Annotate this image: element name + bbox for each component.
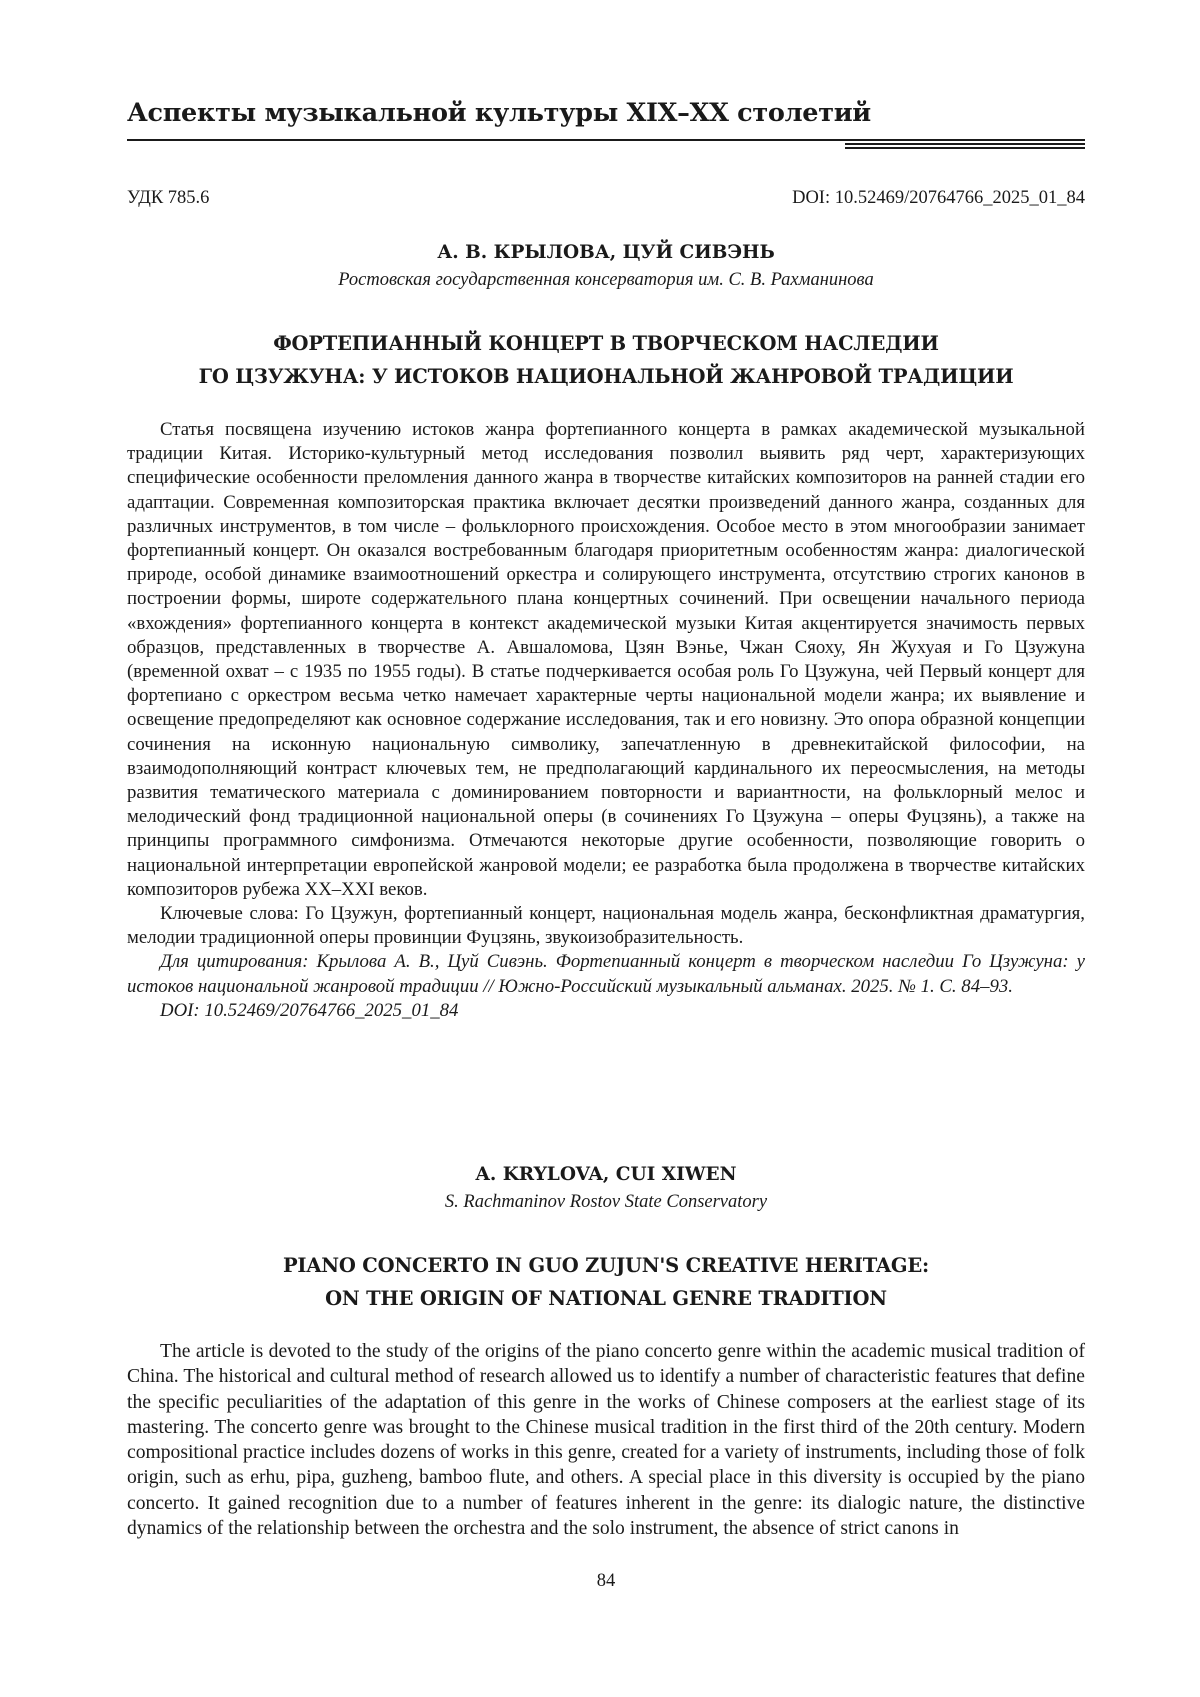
header-rule-line bbox=[845, 147, 1085, 149]
ru-authors: А. В. КРЫЛОВА, ЦУЙ СИВЭНЬ bbox=[437, 242, 775, 263]
en-title-line: PIANO CONCERTO IN GUO ZUJUN'S CREATIVE HERITAGE: bbox=[282, 1254, 930, 1277]
ru-citation: Для цитирования: Крылова А. В., Цуй Сивэнь. Фортепианный концерт в творческом наследии Го Цзужуна: у истоков национальной жанровой традиции // Южно-Российский музыкальный альманах. 2025. № 1. С. 84–93. bbox=[127, 951, 1085, 997]
ru-abstract-block bbox=[127, 418, 1085, 1023]
en-title-line: ON THE ORIGIN OF NATIONAL GENRE TRADITION bbox=[325, 1287, 887, 1310]
ru-affiliation: Ростовская государственная консерватория им. С. В. Рахманинова bbox=[338, 270, 874, 290]
ru-abstract: Статья посвящена изучению истоков жанра фортепианного концерта в рамках академической музыкальной традиции Китая. Историко-культурный метод исследования позволил выявить ряд черт, характеризующих специфические особенности преломления данного жанра в творчестве китайских композиторов на ранней стадии его адаптации. Современная композиторская практика включает десятки произведений данного жанра, созданных для различных инструментов, в том числе – фольклорного происхождения. Особое место в этом многообразии занимает фортепианный концерт. Он оказался востребованным благодаря приоритетным особенностям жанра: диалогической природе, особой динамике взаимоотношений оркестра и солирующего инструмента, отсутствию строгих канонов в построении формы, широте содержательного плана концертных сочинений. При освещении начального периода «вхождения» фортепианного концерта в контекст академической музыки Китая акцентируется значимость первых образцов, представленных в творчестве А. Авшаломова, Цзян Вэнье, Чжан Сяоху, Ян Жухуая и Го Цзужуна (временной охват – с 1935 по 1955 годы). В статье подчеркивается особая роль Го Цзужуна, чей Первый концерт для фортепиано с оркестром весьма четко намечает характерные черты национальной модели жанра; их выявление и освещение предопределяют как основное содержание исследования, так и его новизну. Это опора образной концепции сочинения на исконную национальную символику, запечатленную в древнекитайской философии, на взаимодополняющий контраст ключевых тем, не предполагающий кардинального их переосмысления, на методы развития тематического материала с доминированием повторности и вариантности, на фольклорный мелос и мелодический фонд традиционной национальной оперы (в сочинениях Го Цзужуна – оперы Фуцзянь), а также на принципы программного симфонизма. Отмечаются некоторые другие особенности, позволяющие говорить о национальной интерпретации европейской жанровой модели; ее разработка была продолжена в творчестве китайских композиторов рубежа XX–XXI веков. bbox=[127, 419, 1085, 900]
doi-header: DOI: 10.52469/20764766_2025_01_84 bbox=[792, 188, 1085, 208]
en-abstract: The article is devoted to the study of the origins of the piano concerto genre within the academic musical tradition of China. The historical and cultural method of research allowed us to identify a number of characteristic features that define the specific peculiarities of the adaptation of this genre in the works of Chinese composers at the earliest stage of its mastering. The concerto genre was brought to the Chinese musical tradition in the first third of the 20th century. Modern compositional practice includes dozens of works in this genre, created for a variety of instruments, including those of folk origin, such as erhu, pipa, guzheng, bamboo flute, and others. A special place in this diversity is occupied by the piano concerto. It gained recognition due to a number of features inherent in the genre: its dialogic nature, the distinctive dynamics of the relationship between the orchestra and the solo instrument, the absence of strict canons in bbox=[127, 1341, 1085, 1540]
en-title bbox=[127, 1249, 1085, 1315]
ru-doi: DOI: 10.52469/20764766_2025_01_84 bbox=[160, 999, 459, 1021]
en-authors: A. KRYLOVA, CUI XIWEN bbox=[475, 1164, 737, 1185]
ru-title bbox=[127, 327, 1085, 393]
ru-title-line: ГО ЦЗУЖУНА: У ИСТОКОВ НАЦИОНАЛЬНОЙ ЖАНРОВОЙ ТРАДИЦИИ bbox=[198, 365, 1014, 388]
en-affiliation: S. Rachmaninov Rostov State Conservatory bbox=[444, 1192, 768, 1212]
ru-keywords: Ключевые слова: Го Цзужун, фортепианный концерт, национальная модель жанра, бесконфликтная драматургия, мелодии традиционной оперы провинции Фуцзянь, звукоизобразительность. bbox=[127, 903, 1085, 949]
udk-code: УДК 785.6 bbox=[127, 188, 210, 208]
header-rule-line bbox=[127, 139, 1085, 141]
running-header-title: Аспекты музыкальной культуры XIX–XX столетий bbox=[127, 98, 871, 128]
meta-row bbox=[127, 188, 1085, 212]
header-rule bbox=[127, 139, 1085, 151]
header-rule-line bbox=[845, 143, 1085, 145]
page-number: 84 bbox=[596, 1571, 616, 1591]
ru-title-line: ФОРТЕПИАННЫЙ КОНЦЕРТ В ТВОРЧЕСКОМ НАСЛЕДИИ bbox=[273, 332, 939, 355]
